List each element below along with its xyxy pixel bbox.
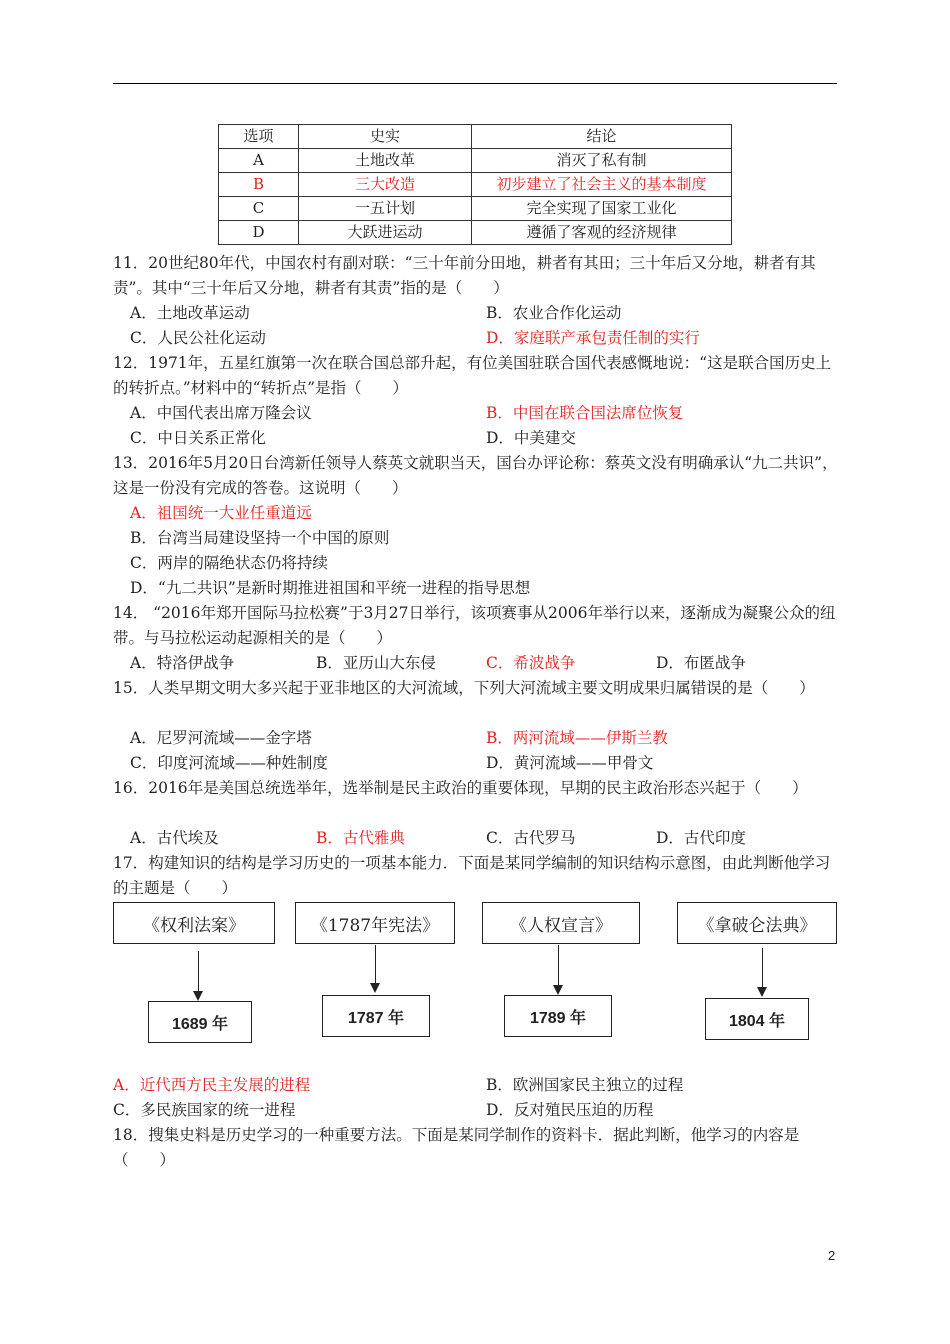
option-a: A．中国代表出席万隆会议	[130, 404, 312, 422]
table-header-row	[219, 125, 732, 149]
question-12-stem: 12．1971年，五星红旗第一次在联合国总部升起，有位美国驻联合国代表感慨地说：“这是联合国历史上的转折点。”材料中的“转折点”是指（ ）	[113, 354, 832, 397]
doc-box-napoleonic-code: 《拿破仑法典》	[677, 902, 837, 944]
option-d: D．中美建交	[486, 429, 576, 447]
table-cell: 土地改革	[299, 149, 472, 173]
table-cell: 三大改造	[299, 173, 472, 197]
option-d: D．布匿战争	[656, 654, 746, 672]
table-header: 史实	[299, 125, 472, 149]
arrow-down-icon	[375, 945, 376, 991]
option-d: D．黄河流域——甲骨文	[486, 754, 654, 772]
question-13-stem: 13．2016年5月20日台湾新任领导人蔡英文就职当天，国台办评论称：蔡英文没有明确承认“九二共识”，这是一份没有完成的答卷。这说明（ ）	[113, 454, 838, 497]
option-c: C．人民公社化运动	[130, 329, 266, 347]
option-a: A．古代埃及	[130, 829, 219, 847]
table-row	[219, 149, 732, 173]
table-header: 选项	[219, 125, 299, 149]
option-c: C．古代罗马	[486, 829, 576, 847]
option-a: A．尼罗河流域——金字塔	[130, 729, 312, 747]
option-a: A．特洛伊战争	[130, 654, 235, 672]
question-14-stem: 14． “2016年郑开国际马拉松赛”于3月27日举行，该项赛事从2006年举行以来，逐渐成为凝聚公众的纽带。与马拉松运动起源相关的是（ ）	[113, 604, 836, 647]
option-c: C．多民族国家的统一进程	[113, 1101, 296, 1119]
arrow-down-icon	[198, 951, 199, 999]
option-c: C．两岸的隔绝状态仍将持续	[130, 554, 328, 572]
option-b-answer: B．中国在联合国法席位恢复	[486, 404, 684, 422]
question-17-stem: 17．构建知识的结构是学习历史的一项基本能力．下面是某同学编制的知识结构示意图，由此判断他学习的主题是（ ）	[113, 854, 831, 897]
table-cell: B	[219, 173, 299, 197]
table-cell: 遵循了客观的经济规律	[472, 221, 732, 245]
option-b: B．欧洲国家民主独立的过程	[486, 1076, 684, 1094]
option-b: B．亚历山大东侵	[316, 654, 436, 672]
option-d-answer: D．家庭联产承包责任制的实行	[486, 329, 700, 347]
option-d: D．反对殖民压迫的历程	[486, 1101, 654, 1119]
doc-box-bill-of-rights: 《权利法案》	[113, 902, 275, 944]
year-box-1804: 1804 年	[705, 998, 809, 1040]
doc-box-declaration-of-rights: 《人权宣言》	[482, 902, 640, 944]
option-c: C．中日关系正常化	[130, 429, 266, 447]
page-number: 2	[828, 1248, 836, 1263]
table-cell: 消灭了私有制	[472, 149, 732, 173]
table-cell: D	[219, 221, 299, 245]
year-box-1789: 1789 年	[504, 995, 612, 1037]
year-box-1689: 1689 年	[148, 1001, 252, 1043]
option-d: D．“九二共识”是新时期推进祖国和平统一进程的指导思想	[130, 579, 531, 597]
table-row-answer	[219, 173, 732, 197]
year-box-1787: 1787 年	[322, 995, 430, 1037]
option-d: D．古代印度	[656, 829, 746, 847]
table-row	[219, 221, 732, 245]
option-a: A．土地改革运动	[130, 304, 250, 322]
option-a-answer: A．近代西方民主发展的进程	[113, 1076, 311, 1094]
arrow-down-icon	[558, 945, 559, 993]
table-cell: 大跃进运动	[299, 221, 472, 245]
arrow-down-icon	[762, 948, 763, 995]
header-rule	[113, 83, 837, 84]
table-row	[219, 197, 732, 221]
table-cell: 完全实现了国家工业化	[472, 197, 732, 221]
table-cell: C	[219, 197, 299, 221]
question-11-stem: 11．20世纪80年代，中国农村有副对联：“三十年前分田地，耕者有其田；三十年后又分地，耕者有其责”。其中“三十年后又分地，耕者有其责”指的是（ ）	[113, 254, 816, 297]
doc-box-1787-constitution: 《1787年宪法》	[295, 902, 455, 944]
option-a-answer: A．祖国统一大业任重道远	[130, 504, 312, 522]
option-b-answer: B．古代雅典	[316, 829, 405, 847]
question-15-stem: 15．人类早期文明大多兴起于亚非地区的大河流域，下列大河流域主要文明成果归属错误的是（ ）	[113, 679, 815, 697]
option-b-answer: B．两河流域——伊斯兰教	[486, 729, 668, 747]
table-cell: A	[219, 149, 299, 173]
question-18-stem: 18．搜集史料是历史学习的一种重要方法。下面是某同学制作的资料卡．据此判断，他学习的内容是（ ）	[113, 1126, 800, 1169]
table-header: 结论	[472, 125, 732, 149]
option-b: B．农业合作化运动	[486, 304, 622, 322]
option-c-answer: C．希波战争	[486, 654, 576, 672]
option-b: B．台湾当局建设坚持一个中国的原则	[130, 529, 390, 547]
option-c: C．印度河流域——种姓制度	[130, 754, 328, 772]
question-16-stem: 16．2016年是美国总统选举年，选举制是民主政治的重要体现，早期的民主政治形态兴起于（ ）	[113, 779, 808, 797]
table-cell: 一五计划	[299, 197, 472, 221]
question-10-table	[218, 124, 732, 245]
table-cell: 初步建立了社会主义的基本制度	[472, 173, 732, 197]
